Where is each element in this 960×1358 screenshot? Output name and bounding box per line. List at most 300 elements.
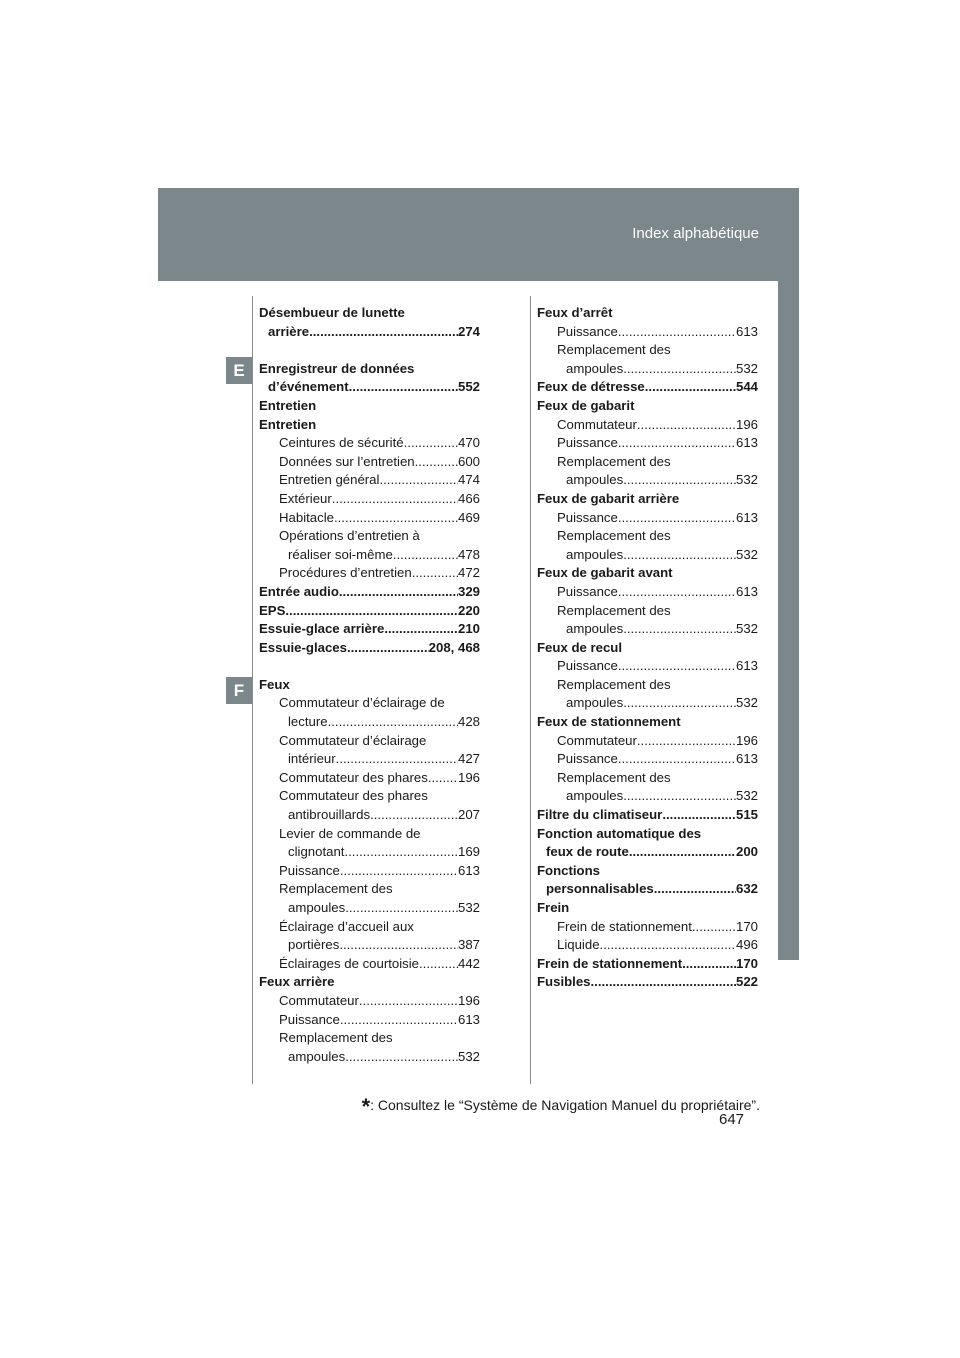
index-entry <box>259 416 480 435</box>
index-entry-line <box>279 936 480 955</box>
dot-leader <box>339 583 458 602</box>
index-entry <box>259 880 480 917</box>
index-entry-line <box>279 769 480 788</box>
index-entry <box>259 397 480 416</box>
page-reference: 169 <box>457 844 480 860</box>
page-reference: 207 <box>457 807 480 823</box>
dot-leader <box>379 471 458 490</box>
index-entry-line <box>259 397 480 416</box>
index-entry-label: Commutateur d’éclairage de <box>279 695 445 711</box>
left-column-rule <box>252 296 253 1084</box>
index-entry-label: Procédures d’entretien <box>279 565 412 581</box>
page-reference: 613 <box>735 509 758 525</box>
dot-leader <box>404 434 458 453</box>
dot-leader <box>370 806 458 825</box>
index-entry-line <box>557 434 758 453</box>
page-reference: 613 <box>735 583 758 599</box>
index-entry-label: Puissance <box>557 435 618 451</box>
page-reference: 496 <box>735 937 758 953</box>
dot-leader <box>645 378 736 397</box>
page-reference: 544 <box>735 379 758 395</box>
page-reference: 632 <box>735 881 758 897</box>
index-entry <box>537 378 758 397</box>
page-reference: 552 <box>457 379 480 395</box>
page-reference: 427 <box>457 751 480 767</box>
index-entry-line <box>279 434 480 453</box>
index-entry-line <box>279 806 480 825</box>
page-reference: 532 <box>735 695 758 711</box>
dot-leader <box>623 360 736 379</box>
page-reference: 466 <box>457 490 480 506</box>
dot-leader <box>618 323 736 342</box>
index-entry-line <box>279 992 480 1011</box>
index-entry <box>259 787 480 824</box>
index-entry-label: Feux de gabarit arrière <box>537 490 680 506</box>
index-entry-label: Puissance <box>557 583 618 599</box>
index-entry-line <box>259 323 480 342</box>
index-entry-line <box>537 862 758 881</box>
index-entry-label: Entretien <box>259 397 317 413</box>
page-reference: 474 <box>457 472 480 488</box>
index-entry-line <box>279 787 480 806</box>
index-entry-label: clignotant <box>288 844 345 860</box>
index-entry-label: Éclairage d’accueil aux <box>279 918 414 934</box>
index-column-left <box>259 304 480 1066</box>
page-reference: 522 <box>735 974 758 990</box>
index-entry-label: Désembueur de lunette <box>259 305 405 320</box>
index-entry-line <box>557 787 758 806</box>
page-reference: 329 <box>457 583 480 599</box>
dot-leader <box>415 453 458 472</box>
index-entry-label: Feux arrière <box>259 974 335 990</box>
index-entry-label: Commutateur des phares <box>279 769 428 785</box>
dot-leader <box>637 732 736 751</box>
page-number: 647 <box>719 1111 745 1128</box>
dot-leader <box>412 564 458 583</box>
page-reference: 470 <box>457 435 480 451</box>
index-entry-line <box>259 973 480 992</box>
index-entry-line <box>537 806 758 825</box>
index-entry-line <box>537 397 758 416</box>
index-entry-label: Éclairages de courtoisie <box>279 955 420 971</box>
dot-leader <box>623 787 736 806</box>
index-entry-label: feux de route <box>546 844 629 860</box>
index-entry-label: Fonctions <box>537 862 601 878</box>
dot-leader <box>623 620 736 639</box>
index-entry-label: EPS <box>259 602 286 618</box>
index-entry-label: ampoules <box>566 360 624 376</box>
index-entry-label: Frein de stationnement <box>557 918 692 934</box>
index-entry-label: ampoules <box>566 546 624 562</box>
index-entry <box>259 1011 480 1030</box>
index-entry <box>537 583 758 602</box>
index-entry-label: Commutateur des phares <box>279 788 428 804</box>
index-entry-label: ampoules <box>566 621 624 637</box>
index-entry <box>537 490 758 509</box>
index-entry <box>537 713 758 732</box>
chapter-side-tab <box>778 188 799 960</box>
dot-leader <box>629 843 736 862</box>
index-entry-line <box>557 694 758 713</box>
index-entry <box>259 1029 480 1066</box>
index-entry-label: Feux de gabarit avant <box>537 565 673 581</box>
page-reference: 196 <box>735 732 758 748</box>
index-entry-label: intérieur <box>288 751 336 767</box>
index-entry-line <box>537 490 758 509</box>
index-entry <box>537 676 758 713</box>
index-entry-label: réaliser soi-même <box>288 546 393 562</box>
page-reference: 220 <box>457 602 480 618</box>
index-entry-label: Opérations d’entretien à <box>279 528 420 544</box>
page-reference: 196 <box>735 416 758 432</box>
index-entry-label: Filtre du climatiseur <box>537 807 663 823</box>
index-entry-label: Puissance <box>557 509 618 525</box>
index-entry-label: Habitacle <box>279 509 334 525</box>
index-entry <box>259 862 480 881</box>
index-entry-line <box>557 769 758 788</box>
index-entry-label: Ceintures de sécurité <box>279 435 404 451</box>
index-entry-line <box>279 490 480 509</box>
page-reference: 613 <box>735 658 758 674</box>
index-entry-label: Commutateur d’éclairage <box>279 732 427 748</box>
dot-leader <box>384 620 458 639</box>
index-entry <box>259 434 480 453</box>
index-entry-label: ampoules <box>566 788 624 804</box>
index-entry-line <box>557 323 758 342</box>
index-entry-label: ampoules <box>288 1048 346 1064</box>
index-entry <box>259 992 480 1011</box>
index-entry-line <box>557 360 758 379</box>
index-entry <box>259 732 480 769</box>
index-entry-label: Frein de stationnement <box>537 955 683 971</box>
index-entry-label: Remplacement des <box>557 453 671 469</box>
index-entry-line <box>259 378 480 397</box>
index-entry <box>537 973 758 992</box>
index-entry-line <box>279 694 480 713</box>
index-entry-label: Commutateur <box>557 732 637 748</box>
index-entry <box>259 471 480 490</box>
index-entry-label: Essuie-glace arrière <box>259 621 385 637</box>
index-entry-label: Feux <box>259 676 290 692</box>
index-entry-line <box>557 918 758 937</box>
dot-leader <box>637 416 736 435</box>
index-entry-line <box>557 453 758 472</box>
middle-column-rule <box>530 296 531 1084</box>
index-entry-line <box>279 862 480 881</box>
index-entry-line <box>557 583 758 602</box>
dot-leader <box>336 750 458 769</box>
index-entry-label: Remplacement des <box>557 342 671 358</box>
dot-leader <box>618 657 736 676</box>
index-entry-label: Enregistreur de données <box>259 360 415 376</box>
index-entry-label: Puissance <box>557 323 618 339</box>
index-entry-label: portières <box>288 937 340 953</box>
index-entry-label: Extérieur <box>279 490 332 506</box>
index-entry-label: Commutateur <box>279 992 359 1008</box>
index-entry-line <box>259 304 480 323</box>
index-entry <box>537 769 758 806</box>
index-entry-line <box>279 880 480 899</box>
index-column-right <box>537 304 758 992</box>
index-entry-line <box>259 583 480 602</box>
index-entry <box>259 973 480 992</box>
index-entry-label: Puissance <box>279 1011 340 1027</box>
dot-leader <box>623 546 736 565</box>
index-entry-label: Remplacement des <box>279 881 393 897</box>
index-entry-line <box>279 918 480 937</box>
index-entry <box>259 639 480 658</box>
index-entry-line <box>557 546 758 565</box>
index-entry-label: ampoules <box>566 695 624 711</box>
index-entry-line <box>537 378 758 397</box>
index-entry-line <box>557 620 758 639</box>
index-entry-label: Feux d’arrêt <box>537 305 613 320</box>
page-reference: 515 <box>735 807 758 823</box>
dot-leader <box>618 509 736 528</box>
index-entry-line <box>259 620 480 639</box>
index-entry <box>537 657 758 676</box>
index-entry-label: arrière <box>268 323 310 339</box>
footnote-text: : Consultez le “Système de Navigation Manuel du propriétaire”. <box>370 1097 760 1113</box>
index-entry <box>537 304 758 323</box>
dot-leader <box>347 639 429 658</box>
index-entry-label: Données sur l’entretien <box>279 453 415 469</box>
index-entry <box>259 527 480 564</box>
index-entry <box>259 509 480 528</box>
index-entry-label: Entrée audio <box>259 583 339 599</box>
dot-leader <box>623 694 736 713</box>
index-entry-line <box>557 527 758 546</box>
index-entry-label: Puissance <box>557 751 618 767</box>
index-entry-label: antibrouillards <box>288 807 371 823</box>
index-entry-label: Remplacement des <box>557 528 671 544</box>
index-entry-label: Feux de détresse <box>537 379 645 395</box>
index-entry-line <box>279 825 480 844</box>
index-entry-label: Remplacement des <box>557 676 671 692</box>
index-entry-line <box>279 453 480 472</box>
dot-leader <box>618 583 736 602</box>
footnote-marker: * <box>361 1094 371 1119</box>
index-entry-line <box>557 509 758 528</box>
index-entry <box>537 825 758 862</box>
index-entry-line <box>537 713 758 732</box>
page-reference: 170 <box>735 955 758 971</box>
dot-leader <box>393 546 458 565</box>
index-entry-line <box>537 899 758 918</box>
page-reference: 532 <box>457 1048 480 1064</box>
index-entry <box>537 750 758 769</box>
dot-leader <box>419 955 458 974</box>
index-entry-line <box>557 657 758 676</box>
page-reference: 387 <box>457 937 480 953</box>
index-entry-label: Puissance <box>557 658 618 674</box>
index-entry-label: Levier de commande de <box>279 825 421 841</box>
index-entry-label: d’événement <box>268 379 349 395</box>
dot-leader <box>339 936 458 955</box>
page-reference: 613 <box>457 1011 480 1027</box>
page-reference: 428 <box>457 714 480 730</box>
index-entry-line <box>259 360 480 379</box>
index-entry <box>537 509 758 528</box>
page-reference: 196 <box>457 769 480 785</box>
dot-leader <box>345 899 458 918</box>
dot-leader <box>328 713 458 732</box>
section-title: Index alphabétique <box>632 225 759 242</box>
index-entry <box>259 825 480 862</box>
dot-leader <box>618 750 736 769</box>
header-band <box>158 188 799 281</box>
index-entry <box>259 360 480 397</box>
page-reference: 442 <box>457 955 480 971</box>
footnote <box>361 1090 760 1119</box>
index-entry-line <box>279 955 480 974</box>
dot-leader <box>340 862 458 881</box>
index-entry-label: Entretien <box>259 416 317 432</box>
page-reference: 208, 468 <box>428 639 480 655</box>
index-entry <box>259 694 480 731</box>
index-entry <box>537 955 758 974</box>
page-reference: 469 <box>457 509 480 525</box>
index-entry-line <box>557 732 758 751</box>
dot-leader <box>600 936 736 955</box>
index-entry <box>537 862 758 899</box>
index-entry <box>537 639 758 658</box>
index-entry <box>537 899 758 918</box>
index-entry-label: Essuie-glaces <box>259 639 347 655</box>
page-reference: 274 <box>457 323 480 339</box>
index-entry-line <box>279 750 480 769</box>
index-entry <box>537 341 758 378</box>
index-entry-line <box>537 304 758 323</box>
index-entry-label: Entretien général <box>279 472 380 488</box>
index-entry-line <box>557 936 758 955</box>
index-entry-line <box>557 750 758 769</box>
index-entry <box>259 453 480 472</box>
dot-leader <box>334 509 458 528</box>
dot-leader <box>349 378 458 397</box>
index-entry-line <box>557 602 758 621</box>
dot-leader <box>340 1011 458 1030</box>
index-entry-label: Frein <box>537 900 570 915</box>
index-entry-line <box>537 880 758 899</box>
index-entry-line <box>259 602 480 621</box>
index-entry <box>537 732 758 751</box>
dot-leader <box>618 434 736 453</box>
index-entry-line <box>259 639 480 658</box>
index-entry-line <box>537 955 758 974</box>
index-entry <box>537 918 758 937</box>
index-entry-line <box>259 416 480 435</box>
page-reference: 600 <box>457 453 480 469</box>
index-entry-label: Commutateur <box>557 416 637 432</box>
index-entry-label: ampoules <box>566 472 624 488</box>
index-entry-label: ampoules <box>288 900 346 915</box>
letter-tab-e: E <box>226 357 252 384</box>
page-reference: 210 <box>457 621 480 637</box>
index-entry <box>537 527 758 564</box>
index-entry-line <box>537 564 758 583</box>
index-entry-line <box>279 843 480 862</box>
index-entry <box>537 453 758 490</box>
page-reference: 532 <box>457 900 480 915</box>
index-entry-line <box>537 973 758 992</box>
page-reference: 532 <box>735 546 758 562</box>
index-entry-line <box>279 471 480 490</box>
index-entry-line <box>279 546 480 565</box>
dot-leader <box>344 843 458 862</box>
page-reference: 196 <box>457 992 480 1008</box>
index-entry <box>537 434 758 453</box>
index-entry <box>259 564 480 583</box>
index-entry-line <box>279 1029 480 1048</box>
dot-leader <box>682 955 736 974</box>
index-entry-label: Puissance <box>279 862 340 878</box>
index-entry <box>259 918 480 955</box>
page-reference: 532 <box>735 360 758 376</box>
page-reference: 200 <box>735 844 758 860</box>
dot-leader <box>428 769 458 788</box>
dot-leader <box>345 1048 458 1067</box>
index-entry <box>259 602 480 621</box>
index-entry <box>259 490 480 509</box>
index-entry-label: Remplacement des <box>557 769 671 785</box>
index-entry-label: Liquide <box>557 937 600 953</box>
index-entry <box>259 676 480 695</box>
index-entry <box>537 416 758 435</box>
index-entry-line <box>279 899 480 918</box>
index-entry-line <box>279 1048 480 1067</box>
index-entry-label: Fonction automatique des <box>537 825 702 841</box>
page-reference: 478 <box>457 546 480 562</box>
index-entry-line <box>557 341 758 360</box>
index-entry-line <box>279 713 480 732</box>
index-entry-label: Feux de gabarit <box>537 397 635 413</box>
page-reference: 532 <box>735 621 758 637</box>
index-entry <box>537 397 758 416</box>
index-entry-label: lecture <box>288 714 328 730</box>
index-entry-line <box>279 527 480 546</box>
page-reference: 613 <box>735 751 758 767</box>
dot-leader <box>623 471 736 490</box>
dot-leader <box>285 602 458 621</box>
index-entry <box>259 769 480 788</box>
page-reference: 170 <box>735 918 758 934</box>
dot-leader <box>692 918 736 937</box>
index-entry-line <box>557 471 758 490</box>
index-entry-line <box>557 676 758 695</box>
index-entry <box>537 806 758 825</box>
index-entry <box>537 936 758 955</box>
index-entry <box>537 602 758 639</box>
index-entry-line <box>537 843 758 862</box>
index-entry-label: Remplacement des <box>557 602 671 618</box>
index-entry <box>259 304 480 341</box>
index-entry-line <box>557 416 758 435</box>
index-entry-line <box>259 676 480 695</box>
index-entry-line <box>279 1011 480 1030</box>
index-entry <box>259 955 480 974</box>
page-reference: 613 <box>457 862 480 878</box>
index-entry-line <box>279 509 480 528</box>
page-reference: 532 <box>735 472 758 488</box>
page-reference: 472 <box>457 565 480 581</box>
index-entry-label: Fusibles <box>537 974 591 990</box>
index-entry <box>537 564 758 583</box>
index-entry-label: Remplacement des <box>279 1030 393 1046</box>
dot-leader <box>309 323 458 342</box>
letter-tab-f: F <box>226 677 252 704</box>
dot-leader <box>662 806 736 825</box>
